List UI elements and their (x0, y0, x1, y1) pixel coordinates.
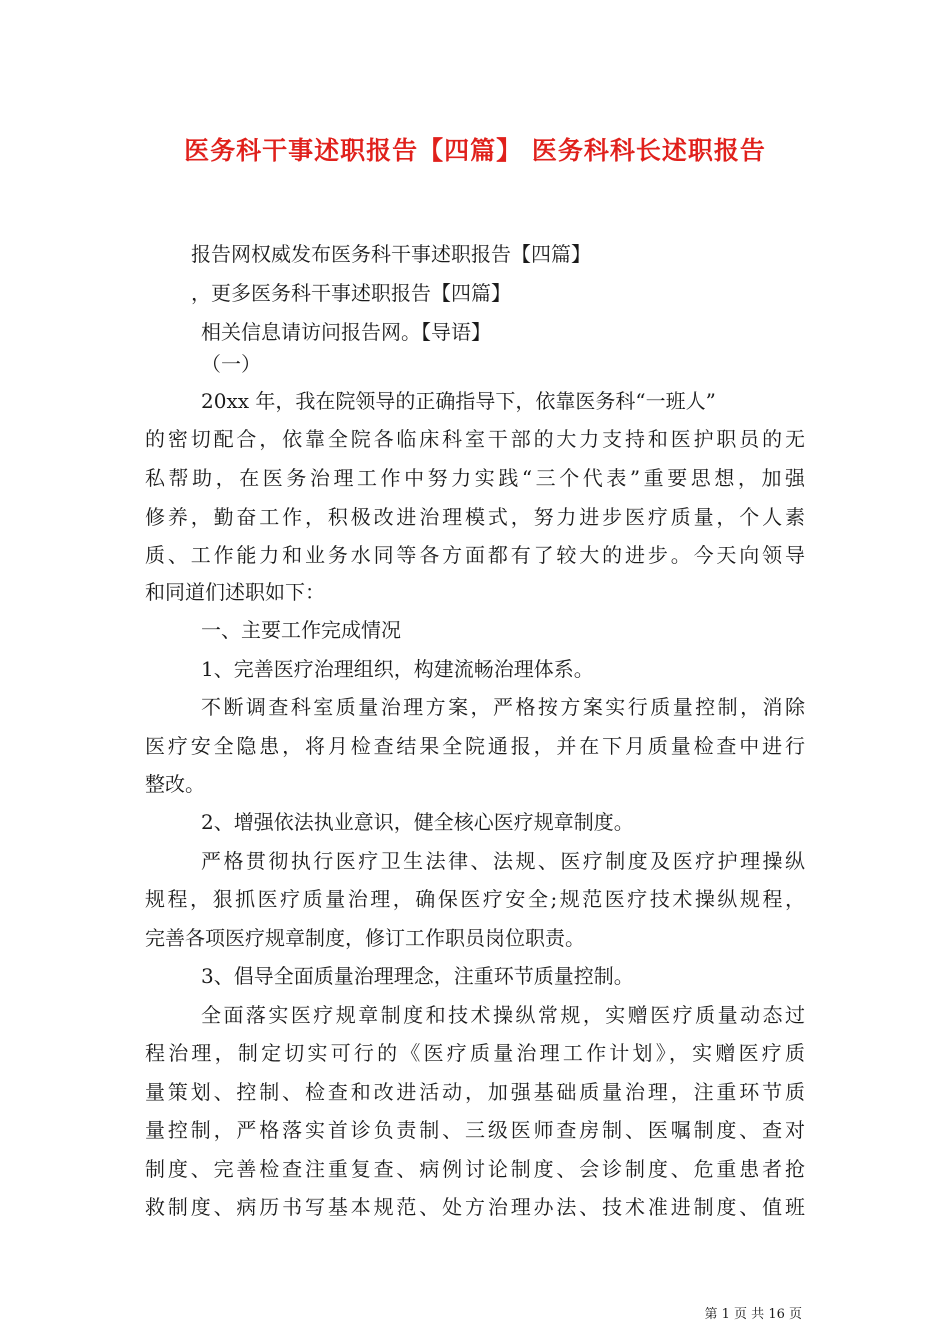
subsection-heading: 2、增强依法执业意识，健全核心医疗规章制度。 (201, 810, 634, 834)
document-title: 医务科干事述职报告【四篇】 医务科科长述职报告 (184, 136, 766, 165)
subsection-heading: 3、倡导全面质量治理理念，注重环节质量控制。 (201, 964, 634, 988)
paragraph-line: 制度、完善检查注重复查、病例讨论制度、会诊制度、危重患者抢 (145, 1157, 805, 1181)
paragraph-line: 全面落实医疗规章制度和技术操纵常规，实赠医疗质量动态过 (201, 1003, 805, 1027)
paragraph-line: 质、工作能力和业务水同等各方面都有了较大的进步。今天向领导 (145, 543, 805, 567)
paragraph-line: 救制度、病历书写基本规范、处方治理办法、技术准进制度、值班 (145, 1195, 805, 1219)
paragraph-line: 私帮助，在医务治理工作中努力实践“三个代表”重要思想，加强 (145, 466, 805, 490)
paragraph-line: 严格贯彻执行医疗卫生法律、法规、医疗制度及医疗护理操纵 (201, 849, 805, 873)
paragraph-line: ，更多医务科干事述职报告【四篇】 (191, 281, 511, 305)
paragraph-line: 的密切配合，依靠全院各临床科室干部的大力支持和医护职员的无 (145, 427, 805, 451)
paragraph-line: 整改。 (145, 772, 205, 796)
paragraph-line: 报告网权威发布医务科干事述职报告【四篇】 (191, 242, 591, 266)
subsection-heading: 1、完善医疗治理组织，构建流畅治理体系。 (201, 657, 594, 681)
paragraph-line: 相关信息请访问报告网。【导语】 (201, 320, 491, 344)
section-marker: （一） (201, 352, 261, 376)
paragraph-line: 医疗安全隐患，将月检查结果全院通报，并在下月质量检查中进行 (145, 734, 805, 758)
paragraph-line: 和同道们述职如下： (145, 580, 325, 604)
paragraph-line: 程治理，制定切实可行的《医疗质量治理工作计划》，实赠医疗质 (145, 1041, 805, 1065)
section-heading: 一、主要工作完成情况 (201, 618, 401, 642)
page-number: 第 1 页 共 16 页 (704, 1307, 802, 1322)
paragraph-line: 不断调查科室质量治理方案，严格按方案实行质量控制，消除 (201, 695, 805, 719)
paragraph-line: 量策划、控制、检查和改进活动，加强基础质量治理，注重环节质 (145, 1080, 805, 1104)
paragraph-line: 20xx 年，我在院领导的正确指导下，依靠医务科“一班人” (201, 389, 716, 413)
paragraph-line: 规程，狠抓医疗质量治理，确保医疗安全;规范医疗技术操纵规程， (145, 887, 805, 911)
paragraph-line: 量控制，严格落实首诊负责制、三级医师查房制、医嘱制度、查对 (145, 1118, 805, 1142)
paragraph-line: 修养，勤奋工作，积极改进治理模式，努力进步医疗质量，个人素 (145, 505, 805, 529)
paragraph-line: 完善各项医疗规章制度，修订工作职员岗位职责。 (145, 926, 585, 950)
